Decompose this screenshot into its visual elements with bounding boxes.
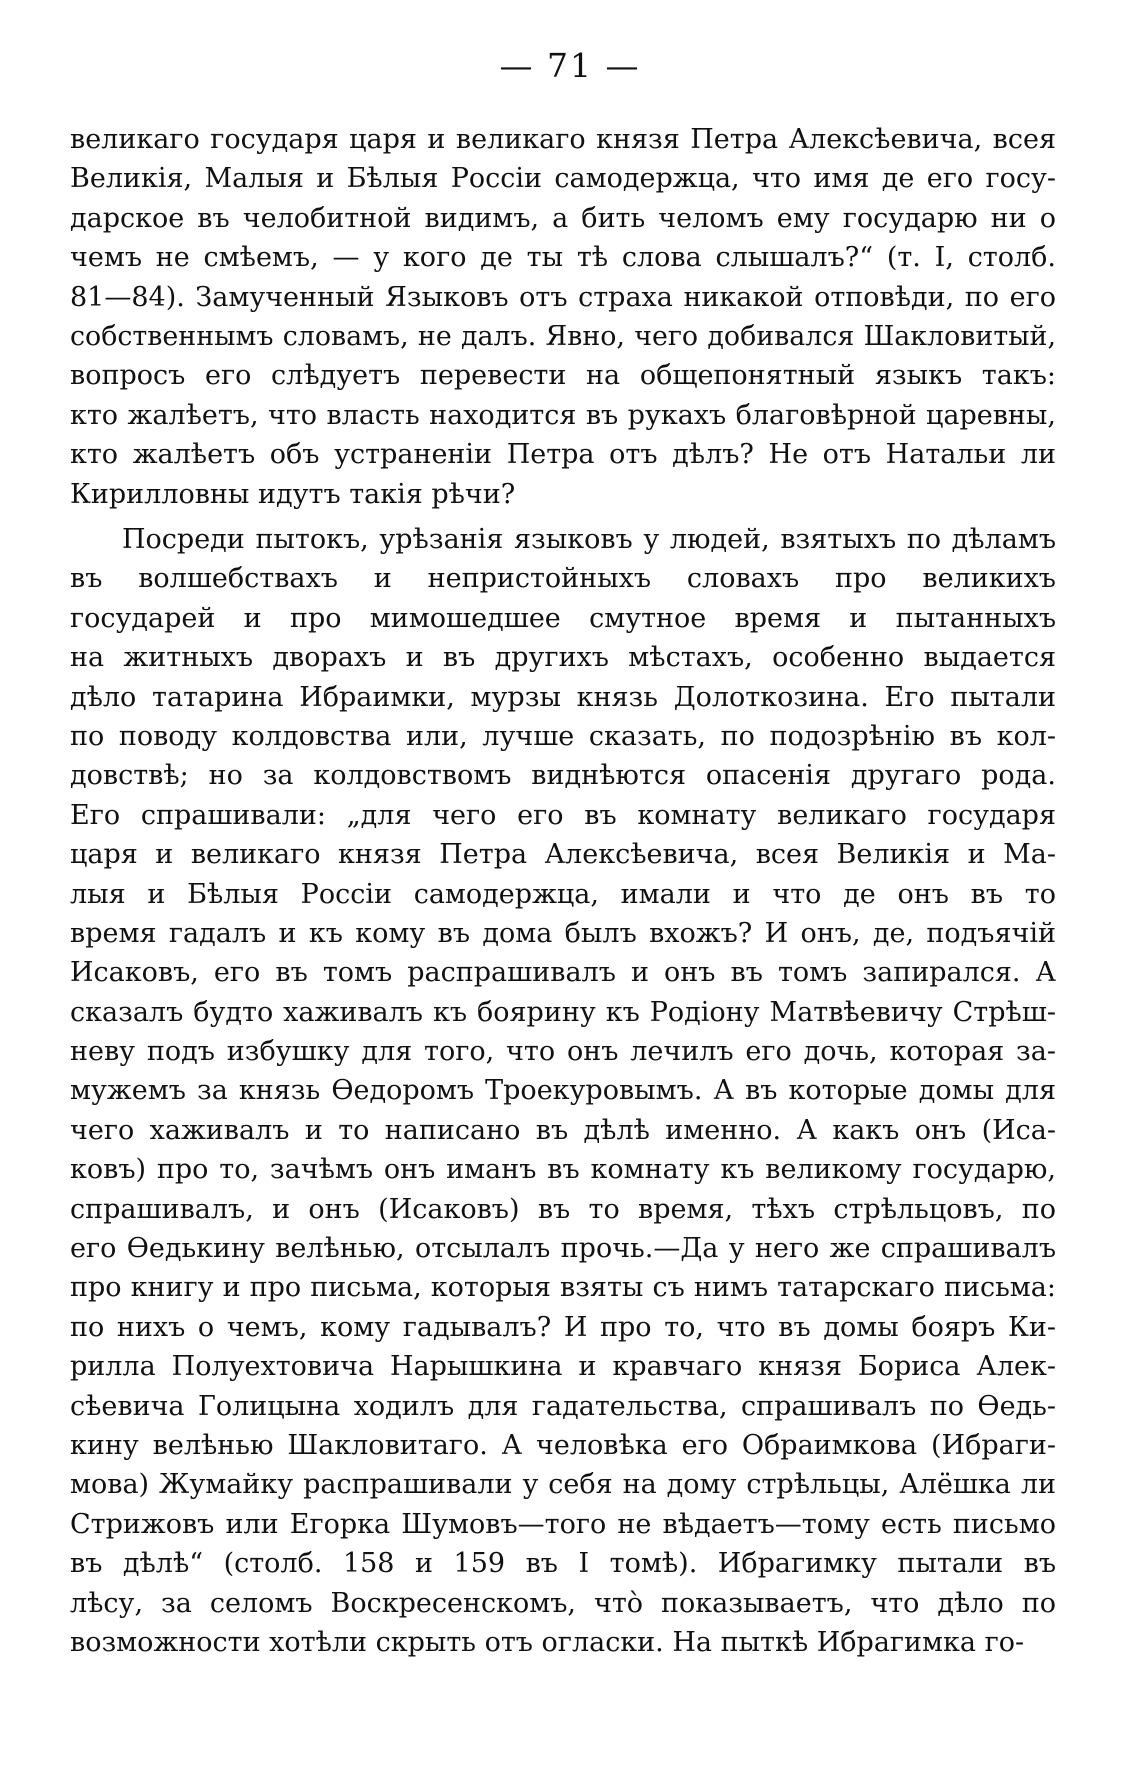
- text-line: Великія, Малыя и Бѣлыя Россіи самодержца, что имя де его госу-: [70, 163, 1056, 195]
- text-line: спрашивалъ, и онъ (Исаковъ) въ то время, тѣхъ стрѣльцовъ, по: [70, 1193, 1056, 1225]
- text-line: чего хаживалъ и то написано въ дѣлѣ именно. А какъ онъ (Иса-: [70, 1114, 1056, 1146]
- text-line: время гадалъ и къ кому въ дома былъ вхожъ? И онъ, де, подъячій: [70, 917, 1056, 949]
- text-line: про книгу и про письма, которыя взяты съ нимъ татарскаго письма:: [70, 1272, 1056, 1304]
- text-line: Кирилловны идутъ такія рѣчи?: [70, 478, 516, 510]
- paragraph-2: [70, 520, 1056, 1662]
- text-line: кину велѣнью Шакловитаго. А человѣка его Обраимкова (Ибраги-: [70, 1429, 1056, 1461]
- text-line: мова) Жумайку распрашивали у себя на дому стрѣльцы, Алёшка ли: [70, 1469, 1056, 1501]
- text-line: возможности хотѣли скрыть отъ огласки. На пыткѣ Ибрагимка го-: [70, 1626, 1025, 1658]
- text-line: сѣевича Голицына ходилъ для гадательства, спрашивалъ по Ѳедь-: [70, 1390, 1056, 1422]
- text-line: по поводу колдовства или, лучше сказать, по подозрѣнію въ кол-: [70, 720, 1056, 752]
- text-line: довствѣ; но за колдовствомъ виднѣются опасенія другаго рода.: [70, 760, 1056, 792]
- text-line: Исаковъ, его въ томъ распрашивалъ и онъ въ томъ запирался. А: [70, 957, 1056, 989]
- text-line: мужемъ за князь Ѳедоромъ Троекуровымъ. А въ которые домы для: [70, 1075, 1056, 1107]
- text-line: лыя и Бѣлыя Россіи самодержца, имали и что де онъ въ то: [70, 878, 1056, 910]
- text-line: кто жалѣетъ объ устраненіи Петра отъ дѣлъ? Не отъ Натальи ли: [70, 439, 1056, 471]
- text-line: неву подъ избушку для того, что онъ лечилъ его дочь, которая за-: [70, 1036, 1056, 1068]
- text-line: Его спрашивали: „для чего его въ комнату великаго государя: [70, 799, 1056, 831]
- text-line: въ дѣлѣ“ (столб. 158 и 159 въ I томѣ). Ибрагимку пытали въ: [70, 1548, 1056, 1580]
- text-line: царя и великаго князя Петра Алексѣевича, всея Великія и Ма-: [70, 839, 1056, 871]
- text-line: его Ѳедькину велѣнью, отсылалъ прочь.—Да у него же спрашивалъ: [70, 1233, 1056, 1265]
- text-line: по нихъ о чемъ, кому гадывалъ? И про то, что въ домы бояръ Ки-: [70, 1311, 1056, 1343]
- text-line: лѣсу, за селомъ Воскресенскомъ, что̀ показываетъ, что дѣло по: [70, 1587, 1056, 1619]
- text-line: вопросъ его слѣдуетъ перевести на общепонятный языкъ такъ:: [70, 360, 1056, 392]
- text-line: дѣло татарина Ибраимки, мурзы князь Долоткозина. Его пытали: [70, 681, 1056, 713]
- text-line: собственнымъ словамъ, не далъ. Явно, чего добивался Шакловитый,: [70, 320, 1056, 352]
- text-line: чемъ не смѣемъ, — у кого де ты тѣ слова слышалъ?“ (т. I, столб.: [70, 242, 1056, 274]
- text-line: Стрижовъ или Егорка Шумовъ—того не вѣдаетъ—тому есть письмо: [70, 1508, 1056, 1540]
- text-line: ковъ) про то, зачѣмъ онъ иманъ въ комнату къ великому государю,: [70, 1154, 1056, 1186]
- text-line: великаго государя царя и великаго князя Петра Алексѣевича, всея: [70, 124, 1056, 155]
- text-line: въ волшебствахъ и непристойныхъ словахъ про великихъ: [70, 563, 1056, 595]
- text-line: Посреди пытокъ, урѣзанія языковъ у людей, взятыхъ по дѣламъ: [122, 524, 1056, 555]
- text-line: 81—84). Замученный Языковъ отъ страха никакой отповѣди, по его: [70, 281, 1056, 313]
- text-line: кто жалѣетъ, что власть находится въ рукахъ благовѣрной царевны,: [70, 399, 1056, 431]
- text-line: дарское въ челобитной видимъ, а бить челомъ ему государю ни о: [70, 202, 1056, 234]
- text-line: на житныхъ дворахъ и въ другихъ мѣстахъ, особенно выдается: [70, 642, 1056, 674]
- page-number: — 71 —: [499, 46, 641, 85]
- text-line: государей и про мимошедшее смутное время и пытанныхъ: [70, 602, 1056, 634]
- text-line: сказалъ будто хаживалъ къ боярину къ Родіону Матвѣевичу Стрѣш-: [70, 996, 1056, 1028]
- text-line: рилла Полуехтовича Нарышкина и кравчаго князя Бориса Алек-: [70, 1351, 1056, 1383]
- paragraph-1: [70, 120, 1056, 514]
